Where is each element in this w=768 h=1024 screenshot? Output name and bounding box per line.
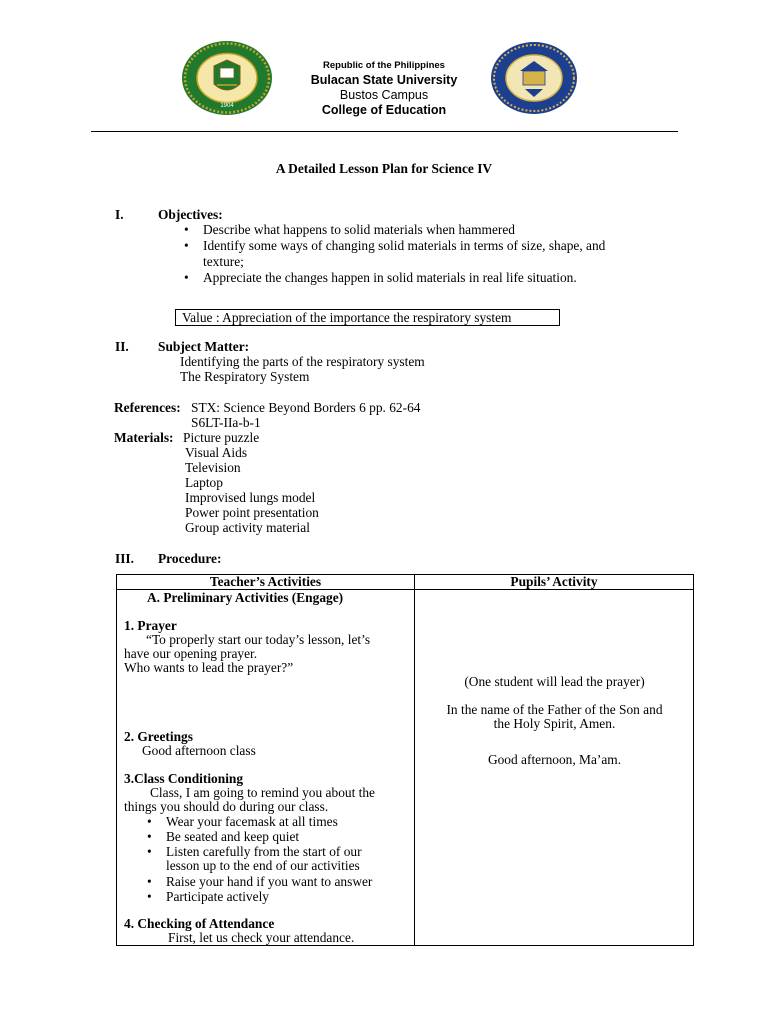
class-rules-list: [143, 814, 413, 859]
list-item: • Listen carefully from the start of our: [143, 844, 413, 859]
objective-continuation: texture;: [203, 254, 244, 269]
rule-continuation: lesson up to the end of our activities: [166, 858, 360, 873]
list-item: • Wear your facemask at all times: [143, 814, 413, 829]
objectives-number: I.: [115, 207, 124, 222]
section-a-heading: A. Preliminary Activities (Engage): [147, 590, 344, 605]
material-item: Television: [185, 460, 241, 475]
subject-matter-line: The Respiratory System: [180, 369, 310, 384]
college-name: College of Education: [321, 103, 447, 117]
objectives-list: [180, 222, 660, 254]
material-item: Laptop: [185, 475, 223, 490]
list-item: • Be seated and keep quiet: [143, 829, 413, 844]
attendance-title: 4. Checking of Attendance: [124, 916, 275, 931]
material-item: Power point presentation: [185, 505, 319, 520]
material-item: Improvised lungs model: [185, 490, 316, 505]
references-label: References:: [114, 400, 181, 415]
pupils-column-header: Pupils’ Activity: [415, 575, 694, 590]
material-item: Picture puzzle: [183, 430, 260, 445]
references-line: S6LT-IIa-b-1: [191, 415, 261, 430]
conditioning-line: things you should do during our class.: [124, 799, 329, 814]
subject-matter-number: II.: [115, 339, 129, 354]
teacher-activities-cell: [117, 590, 415, 946]
pupil-greeting-reply: Good afternoon, Ma’am.: [487, 752, 622, 767]
conditioning-title: 3.Class Conditioning: [124, 771, 244, 786]
procedure-number: III.: [115, 551, 134, 566]
campus-name: Bustos Campus: [339, 88, 429, 102]
subject-matter-line: Identifying the parts of the respiratory system: [180, 354, 425, 369]
attendance-text: First, let us check your attendance.: [168, 930, 355, 945]
greetings-text: Good afternoon class: [142, 743, 256, 758]
institution-header: [0, 58, 768, 118]
value-box: Value : Appreciation of the importance the respiratory system: [175, 309, 560, 326]
subject-matter-heading: Subject Matter:: [158, 339, 250, 354]
list-item: • Describe what happens to solid materials when hammered: [180, 222, 660, 238]
procedure-table: [116, 574, 694, 946]
logo-year: 1904: [220, 103, 234, 109]
pupil-prayer-lead: (One student will lead the prayer): [464, 674, 645, 689]
teacher-column-header: Teacher’s Activities: [117, 575, 415, 590]
procedure-heading: Procedure:: [158, 551, 222, 566]
material-item: Group activity material: [185, 520, 310, 535]
objectives-list-cont: [180, 270, 660, 286]
university-name: Bulacan State University: [310, 73, 458, 87]
header-divider: [91, 131, 678, 132]
prayer-line: Who wants to lead the prayer?”: [124, 660, 294, 675]
document-title: A Detailed Lesson Plan for Science IV: [275, 161, 493, 176]
references-line: STX: Science Beyond Borders 6 pp. 62-64: [191, 400, 421, 415]
list-item: • Appreciate the changes happen in solid materials in real life situation.: [180, 270, 660, 286]
republic-line: Republic of the Philippines: [323, 60, 445, 71]
pupils-activity-cell: [415, 590, 694, 946]
prayer-title: 1. Prayer: [124, 618, 177, 633]
prayer-line: “To properly start our today’s lesson, let’s: [146, 632, 371, 647]
class-rules-list-cont: [143, 874, 413, 904]
material-item: Visual Aids: [185, 445, 248, 460]
list-item: • Participate actively: [143, 889, 413, 904]
list-item: • Identify some ways of changing solid materials in terms of size, shape, and: [180, 238, 660, 254]
list-item: • Raise your hand if you want to answer: [143, 874, 413, 889]
pupil-prayer-line: the Holy Spirit, Amen.: [493, 716, 616, 731]
materials-label: Materials:: [114, 430, 174, 445]
prayer-line: have our opening prayer.: [124, 646, 258, 661]
objectives-heading: Objectives:: [158, 207, 223, 222]
conditioning-line: Class, I am going to remind you about the: [150, 785, 376, 800]
greetings-title: 2. Greetings: [124, 729, 193, 744]
pupil-prayer-line: In the name of the Father of the Son and: [446, 702, 663, 717]
